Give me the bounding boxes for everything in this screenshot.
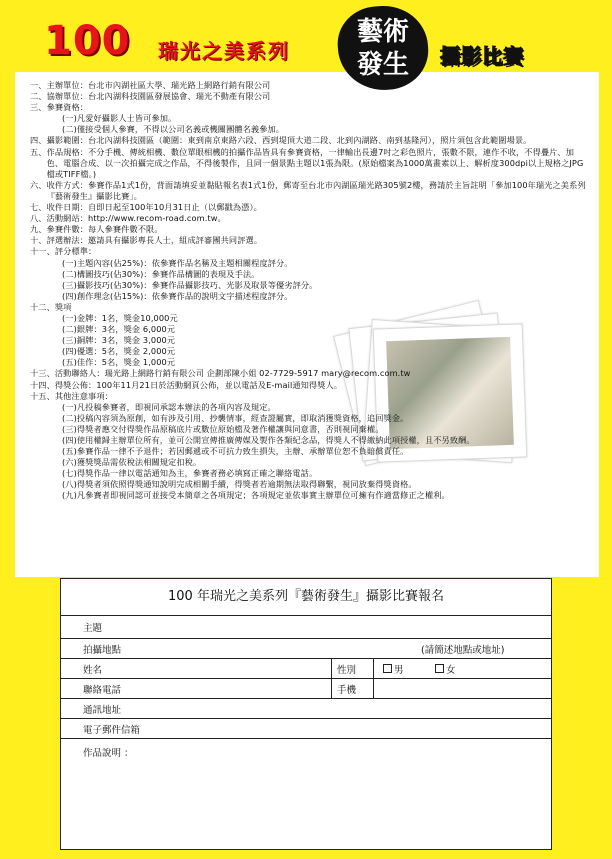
rule-text: 主辦單位：台北市內湖社區大學、瑞光路上網路行銷有限公司: [46, 80, 271, 90]
rule-item: [30, 135, 590, 146]
rule-text: 凡愛好攝影人士皆可參加。: [76, 113, 177, 124]
rule-label: 五、: [30, 146, 47, 157]
gender-female-option[interactable]: [435, 659, 456, 678]
rule-text: 投稿內容須為原創，如有涉及引用、抄襲情事，經查證屬實，即取消獲獎資格，追回獎金。: [76, 412, 409, 423]
mobile-label: 手機: [337, 684, 357, 696]
rule-item: [30, 424, 590, 435]
rule-label: 二、: [30, 91, 47, 102]
female-checkbox[interactable]: [435, 664, 444, 673]
seal-text: [338, 16, 428, 82]
location-label: 拍攝地點: [83, 644, 122, 656]
rule-label: (二): [62, 412, 77, 423]
rule-text: 攝影範圍：台北內湖科技園區（範圍：東到南京東路六段、西到堤頂大道二段、北到內湖路、南到基隆河），照片須包含此範圍場景。: [46, 135, 532, 146]
rule-label: (四): [62, 290, 77, 301]
rule-label: (六): [62, 457, 77, 468]
rule-text: 收件方式：參賽作品1式1份，背面請填妥並黏貼報名表1式1份，郵寄至台北市內湖區瑞光路305號2樓，務請於主旨註明「參加100年瑞光之美系列『藝術發生』攝影比賽」。: [46, 179, 586, 201]
rule-text: 獎項: [54, 301, 72, 312]
rule-label: 十三、: [30, 368, 55, 379]
rule-text: 獲獎獎品需依稅法相關規定扣稅。: [76, 457, 202, 468]
rule-label: (四): [62, 346, 77, 357]
rule-text: 攝影技巧(佔30%)：參賽作品攝影技巧、光影及取景等優劣評分。: [76, 279, 318, 290]
rule-item: [30, 291, 590, 302]
rule-label: (一): [62, 312, 77, 323]
rule-label: (二): [62, 268, 77, 279]
rule-label: (五): [62, 446, 77, 457]
rule-label: 四、: [30, 135, 47, 146]
rule-label: (二): [62, 324, 77, 335]
rule-text: 評分標準：: [54, 246, 97, 257]
header-series-title: 瑞光之美系列: [158, 39, 290, 63]
rule-text: 凡投稿參賽者，即視同承認本辦法的各項內容及規定。: [76, 401, 276, 412]
rule-label: (一): [62, 113, 77, 124]
male-checkbox[interactable]: [383, 664, 392, 673]
rule-text: 活動聯絡人：瑞光路上網路行銷有限公司 企劃部陳小姐 02-7729-5917 mary@recom.com.tw: [54, 368, 411, 379]
rule-text: 作品規格：不分手機、傳統相機、數位單眼相機的拍攝作品皆具有參賽資格，一律輸出長邊7吋之彩色照片，張數不限，連作不收，不得疊片、加色、電腦合成、以一次拍攝完成之作品，不得後製作，且同一個景點主題以1張為限。(原始檔案為1000萬畫素以上、解析度300dpi以上規格之JPG檔或TIFF檔。): [46, 146, 584, 179]
rule-label: 十五、: [30, 390, 55, 401]
rule-text: 主題內容(佔25%)：依參賽作品名稱及主題相關程度評分。: [76, 257, 293, 268]
rule-item: [30, 235, 590, 246]
location-hint: (請簡述地點或地址): [421, 644, 505, 656]
rule-text: 優選：5名，獎金 2,000元: [76, 346, 176, 357]
rule-item: [30, 457, 590, 468]
rule-item: [30, 490, 590, 501]
form-row-topic: [61, 616, 551, 639]
rule-item: [30, 468, 590, 479]
rule-label: (三): [62, 335, 77, 346]
rule-text: 銅牌：3名，獎金 3,000元: [76, 335, 176, 346]
form-title: 100 年瑞光之美系列『藝術發生』攝影比賽報名: [61, 579, 551, 616]
rule-text: 銀牌：3名，獎金 6,000元: [76, 324, 176, 335]
rule-label: (一): [62, 401, 77, 412]
rule-item: [30, 80, 590, 91]
rule-text: 得獎作品一律以電話通知為主，參賽者務必填寫正確之聯絡電話。: [76, 468, 318, 479]
rule-label: 七、: [30, 202, 47, 213]
rule-text: 得獎者須依照得獎通知說明完成相關手續，得獎者若逾期無法取得聯繫，視同放棄得獎資格。: [76, 479, 417, 490]
rule-item: [30, 479, 590, 490]
rule-text: 創作理念(佔15%)：依參賽作品的說明文字描述程度評分。: [76, 290, 293, 301]
rule-label: (二): [62, 124, 77, 135]
rule-label: (三): [62, 279, 77, 290]
rule-item: [30, 180, 590, 202]
rule-item: [30, 258, 590, 269]
rule-item: [30, 302, 590, 313]
rule-item: [30, 313, 590, 324]
rule-item: [30, 224, 590, 235]
rule-label: 十二、: [30, 301, 55, 312]
rule-text: 參賽作品一律不予退件；若因郵遞或不可抗力致生損失，主辦、承辦單位恕不負賠償責任。: [76, 446, 409, 457]
rule-label: 三、: [30, 102, 47, 113]
description-label: 作品說明 ：: [83, 748, 134, 759]
name-label: 姓名: [83, 664, 103, 676]
rule-label: (三): [62, 423, 77, 434]
rule-text: 參賽件數：每人參賽件數不限。: [46, 224, 163, 235]
rule-item: [30, 213, 590, 224]
rule-text: 使用權歸主辦單位所有，並可公開宣傳推廣傳媒及製作各類紀念品，得獎人不得繳納此項授權，且不另致酬。: [76, 435, 475, 445]
rule-item: [30, 402, 590, 413]
male-label: 男: [394, 664, 404, 676]
form-row-phone: [61, 679, 551, 699]
rule-text: 金牌：1名，獎金10,000元: [76, 312, 178, 323]
rule-label: 九、: [30, 224, 47, 235]
rule-item: [30, 269, 590, 280]
rule-label: 十、: [30, 235, 47, 246]
rule-item: [30, 280, 590, 291]
rule-text: 收件日期：自即日起至100年10月31日止（以郵戳為憑）。: [46, 202, 262, 213]
rule-label: 一、: [30, 80, 47, 90]
topic-label: 主題: [83, 623, 103, 634]
rule-item: [30, 446, 590, 457]
rule-item: [30, 324, 590, 335]
female-label: 女: [446, 664, 456, 676]
competition-title: 攝影比賽: [440, 44, 524, 68]
rule-text: 得獎者應交付得獎作品原稿底片或數位原始檔及著作權讓與同意書，否則視同棄權。: [76, 423, 384, 434]
form-row-description: [61, 739, 551, 853]
rule-text: 佳作：5名，獎金 1,000元: [76, 357, 176, 368]
rule-item: [30, 413, 590, 424]
gender-label: 性別: [337, 664, 357, 676]
rule-item: [30, 391, 590, 402]
header-year-number: 100: [44, 18, 131, 64]
email-label: 電子郵件信箱: [83, 724, 141, 736]
address-label: 通訊地址: [83, 704, 122, 716]
rule-text: 得獎公佈：100年11月21日於活動網頁公佈，並以電話及E-mail通知得獎人。: [54, 379, 343, 390]
form-row-address: [61, 699, 551, 719]
rule-item: [30, 357, 590, 368]
rule-item: [30, 335, 590, 346]
rule-text: 協辦單位：台北內湖科技園區發展協會、瑞光不動產有限公司: [46, 91, 271, 102]
gender-male-option[interactable]: [383, 659, 404, 678]
rule-text: 僅接受個人參賽，不得以公司名義或機關團體名義參加。: [76, 124, 285, 135]
rule-label: 六、: [30, 179, 47, 190]
rule-text: 構圖技巧(佔30%)：參賽作品構圖的表現及手法。: [76, 268, 260, 279]
rule-item: [30, 113, 590, 124]
rule-label: 十一、: [30, 246, 55, 257]
rule-label: (一): [62, 257, 77, 268]
rule-item: [30, 380, 590, 391]
rules-list: [30, 80, 590, 502]
rule-text: 凡參賽者即視同認可並接受本簡章之各項規定；各項規定並依事實主辦單位可擁有作適當修正之權利。: [76, 490, 450, 501]
rule-item: [30, 202, 590, 213]
rule-text: 評選辦法：邀請具有攝影專長人士，組成評審團共同評選。: [46, 235, 263, 246]
rule-label: (五): [62, 357, 77, 368]
rule-label: 十四、: [30, 379, 55, 390]
phone-label: 聯絡電話: [83, 684, 122, 696]
rule-label: (九): [62, 490, 77, 501]
rule-label: 八、: [30, 213, 47, 224]
rule-label: (八): [62, 479, 77, 490]
rule-label: (四): [62, 435, 77, 445]
rule-text: 活動網站：http://www.recom-road.com.tw。: [46, 213, 226, 224]
rule-item: [30, 102, 590, 113]
seal-line-2: 發生: [357, 49, 410, 80]
form-row-name: [61, 659, 551, 679]
rule-label: (七): [62, 468, 77, 479]
rule-item: [30, 435, 590, 446]
rule-item: [30, 124, 590, 135]
rule-item: [30, 346, 590, 357]
rule-text: 參賽資格：: [46, 102, 89, 113]
rule-text: 其他注意事項：: [54, 390, 113, 401]
registration-form: [60, 578, 552, 850]
form-row-email: [61, 719, 551, 739]
rule-item: [30, 368, 590, 379]
rule-item: [30, 147, 590, 180]
rule-item: [30, 246, 590, 257]
rule-item: [30, 91, 590, 102]
seal-line-1: 藝術: [357, 16, 410, 47]
form-row-location: [61, 639, 551, 659]
